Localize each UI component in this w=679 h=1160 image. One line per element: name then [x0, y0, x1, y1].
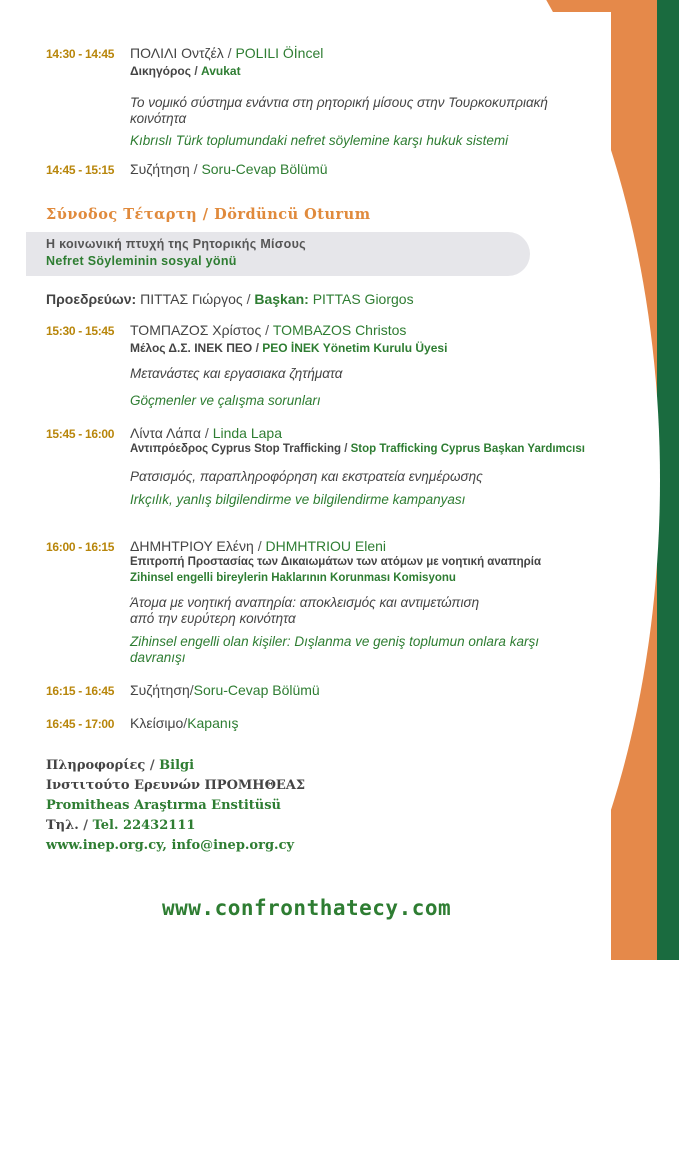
slot4-time: 15:45 - 16:00 [46, 427, 115, 441]
session-theme-tr: Nefret Söyleminin sosyal yönü [46, 254, 237, 268]
slot3-title-tr: Göçmenler ve çalışma sorunları [130, 393, 321, 408]
slot3-speaker-tr: TOMBAZOS Christos [272, 322, 407, 338]
info-email-link[interactable]: info@inep.org.cy [171, 838, 295, 853]
session-title-tr: Dördüncü Oturum [214, 206, 371, 223]
slot4-speaker: Λίντα Λάπα / Linda Lapa [130, 425, 282, 441]
slot7-label-gr: Κλείσιμο [130, 715, 184, 731]
slot1-speaker-gr: ΠΟΛΙΛΙ Οντζέλ [130, 45, 224, 61]
slot4-role-gr: Αντιπρόεδρος Cyprus Stop Trafficking [130, 443, 342, 455]
slot5-speaker-gr: ΔΗΜΗΤΡΙΟΥ Ελένη [130, 538, 254, 554]
chair-name-tr: PITTAS Giorgos [312, 291, 414, 307]
info-label-tr: Bilgi [159, 758, 195, 773]
slot5-time: 16:00 - 16:15 [46, 540, 115, 554]
slot3-speaker: ΤΟΜΠΑΖΟΣ Χρίστος / TOMBAZOS Christos [130, 322, 407, 338]
info-org-tr: Promitheas Araştırma Enstitüsü [46, 798, 282, 813]
slot4-speaker-gr: Λίντα Λάπα [130, 425, 202, 441]
info-web-link[interactable]: www.inep.org.cy, [46, 838, 167, 853]
slot4-title-gr: Ρατσισμός, παραπληροφόρηση και εκστρατεία ενημέρωσης [130, 469, 483, 484]
info-tel-gr: Τηλ. [46, 818, 79, 833]
chair-name-gr: ΠΙΤΤΑΣ Γιώργος [140, 291, 243, 307]
slot3-role-tr: PEO İNEK Yönetim Kurulu Üyesi [262, 341, 448, 355]
slot3-speaker-gr: ΤΟΜΠΑΖΟΣ Χρίστος [130, 322, 262, 338]
slot3-time: 15:30 - 15:45 [46, 324, 115, 338]
slot3-role: Μέλος Δ.Σ. ΙΝΕΚ ΠΕΟ / PEO İNEK Yönetim Kurulu Üyesi [130, 341, 448, 355]
info-tel-number: 22432111 [123, 818, 196, 833]
info-org-gr: Ινστιτούτο Ερευνών ΠΡΟΜΗΘΕΑΣ [46, 778, 306, 793]
slot4-title-tr: Irkçılık, yanlış bilgilendirme ve bilgilendirme kampanyası [130, 492, 466, 507]
info-label-gr: Πληροφορίες [46, 758, 146, 773]
slot4-role-tr: Stop Trafficking Cyprus Başkan Yardımcısı [350, 443, 585, 455]
slot7-label-tr: Kapanış [187, 715, 239, 731]
slot1-title-gr-1: Το νομικό σύστημα ενάντια στη ρητορική μίσους στην Τουρκοκυπριακή [130, 95, 548, 110]
slot5-title-gr-1: Άτομα με νοητική αναπηρία: αποκλεισμός και αντιμετώπιση [130, 595, 480, 610]
slot5-title-tr-1: Zihinsel engelli olan kişiler: Dışlanma ve geniş toplumun onlara karşı [130, 634, 539, 649]
slot2-label: Συζήτηση / Soru-Cevap Bölümü [130, 161, 328, 177]
slot5-speaker: ΔΗΜΗΤΡΙΟΥ Ελένη / DHMHTRIOU Eleni [130, 538, 387, 554]
slot4-speaker-tr: Linda Lapa [212, 425, 282, 441]
info-phone: Τηλ. / Tel. 22432111 [46, 818, 196, 833]
session-title-gr: Σύνοδος Τέταρτη [46, 206, 198, 223]
slot6-label-gr: Συζήτηση [130, 682, 190, 698]
session-chair: Προεδρεύων: ΠΙΤΤΑΣ Γιώργος / Başkan: PITTAS Giorgos [46, 291, 414, 307]
slot1-role-tr: Avukat [201, 64, 241, 78]
chair-label-gr: Προεδρεύων: [46, 291, 137, 307]
slot2-label-gr: Συζήτηση [130, 161, 190, 177]
info-heading: Πληροφορίες / Bilgi [46, 758, 195, 773]
slot7-time: 16:45 - 17:00 [46, 717, 115, 731]
slot5-title-gr-2: από την ευρύτερη κοινότητα [130, 611, 296, 626]
chair-label-tr: Başkan: [254, 291, 309, 307]
slot6-time: 16:15 - 16:45 [46, 684, 115, 698]
slot4-role: Αντιπρόεδρος Cyprus Stop Trafficking / Stop Trafficking Cyprus Başkan Yardımcısı [130, 443, 585, 455]
slot3-role-gr: Μέλος Δ.Σ. ΙΝΕΚ ΠΕΟ [130, 341, 253, 355]
slot6-label-tr: Soru-Cevap Bölümü [193, 682, 320, 698]
info-tel-tr: Tel. [92, 818, 119, 833]
info-contact [46, 838, 294, 853]
slot6-label: Συζήτηση/Soru-Cevap Bölümü [130, 682, 320, 698]
slot1-time: 14:30 - 14:45 [46, 47, 115, 61]
slot5-title-tr-2: davranışı [130, 650, 186, 665]
slot1-role-gr: Δικηγόρος [130, 64, 191, 78]
slot1-title-tr: Kıbrıslı Türk toplumundaki nefret söylemine karşı hukuk sistemi [130, 133, 509, 148]
slot1-title-gr-2: κοινότητα [130, 111, 187, 126]
session-theme-gr: Η κοινωνική πτυχή της Ρητορικής Μίσους [46, 237, 306, 251]
slot1-speaker: ΠΟΛΙΛΙ Οντζέλ / POLILI Öİncel [130, 45, 324, 61]
session-title: Σύνοδος Τέταρτη / Dördüncü Oturum [46, 206, 371, 223]
slot2-time: 14:45 - 15:15 [46, 163, 115, 177]
slot5-role-tr: Zihinsel engelli bireylerin Haklarının Korunması Komisyonu [130, 572, 456, 584]
slot2-label-tr: Soru-Cevap Bölümü [201, 161, 328, 177]
slot1-role: Δικηγόρος / Avukat [130, 64, 241, 78]
footer-website-link[interactable]: www.confronthatecy.com [162, 896, 452, 920]
slot5-speaker-tr: DHMHTRIOU Eleni [265, 538, 387, 554]
slot3-title-gr: Μετανάστες και εργασιακα ζητήματα [130, 366, 343, 381]
slot1-speaker-tr: POLILI Öİncel [235, 45, 324, 61]
slot7-label: Κλείσιμο/Kapanış [130, 715, 239, 731]
slot5-role-gr: Επιτροπή Προστασίας των Δικαιωμάτων των ατόμων με νοητική αναπηρία [130, 556, 542, 568]
